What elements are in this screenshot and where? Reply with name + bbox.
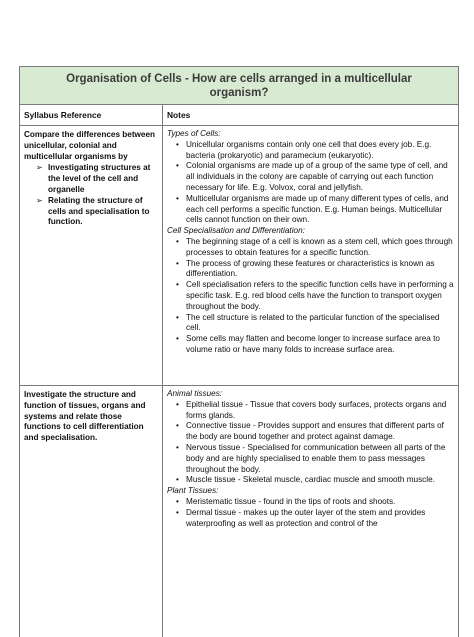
arrow-bullet-icon: ➢ xyxy=(36,163,43,173)
sub-item-text: Relating the structure of cells and specialisation to function. xyxy=(48,195,150,227)
column-header-syllabus: Syllabus Reference xyxy=(20,105,163,125)
section-heading: Plant Tissues: xyxy=(167,486,219,496)
table-row xyxy=(20,126,458,386)
sub-item-text: Investigating structures at the level of the cell and organelle xyxy=(48,163,151,194)
notes-cell xyxy=(163,126,458,385)
table-header-row xyxy=(20,105,458,126)
arrow-bullet-icon: ➢ xyxy=(36,195,43,205)
bullet-list xyxy=(167,140,454,226)
list-item: • Cell specialisation refers to the specific function cells have in performing a specific task. E.g. red blood cells have the function to transport oxygen throughout the body. xyxy=(176,280,454,312)
table-row xyxy=(20,386,458,637)
list-item: • Muscle tissue - Skeletal muscle, cardiac muscle and smooth muscle. xyxy=(176,475,454,486)
sub-item xyxy=(36,163,158,195)
list-item: • Colonial organisms are made up of a group of the same type of cell, and all individuals in the colony are capable of carrying out each function necessary for life. E.g. Volvox, coral and jellyfish. xyxy=(176,161,454,193)
notes-cell xyxy=(163,386,458,637)
list-item: • The process of growing these features or characteristics is known as differentiation. xyxy=(176,259,454,281)
bullet-list xyxy=(167,237,454,356)
list-item: • Unicellular organisms contain only one cell that does every job. E.g. bacteria (prokaryotic) and paramecium (eukaryotic). xyxy=(176,140,454,162)
bullet-list xyxy=(167,497,454,529)
syllabus-reference-text: Investigate the structure and function of tissues, organs and systems and relate those functions to cell differentiation and specialisation. xyxy=(24,390,146,443)
list-item: • Some cells may flatten and become longer to increase surface area to volume ratio or have many folds to increase surface area. xyxy=(176,334,454,356)
page-title: Organisation of Cells - How are cells arranged in a multicellular organism? xyxy=(20,67,458,105)
notes-table xyxy=(19,66,459,637)
list-item: • The cell structure is related to the particular function of the specialised cell. xyxy=(176,313,454,335)
sub-item-list xyxy=(24,163,158,228)
syllabus-reference-text: Compare the differences between unicellular, colonial and multicellular organisms by xyxy=(24,130,156,161)
section-heading: Animal tissues: xyxy=(167,389,223,398)
list-item: • The beginning stage of a cell is known as a stem cell, which goes through processes to obtain features for a specific function. xyxy=(176,237,454,259)
bullet-list xyxy=(167,400,454,486)
list-item: • Epithelial tissue - Tissue that covers body surfaces, protects organs and forms glands. xyxy=(176,400,454,422)
syllabus-reference-cell xyxy=(20,386,163,637)
syllabus-reference-cell xyxy=(20,126,163,385)
section-heading: Cell Specialisation and Differentiation: xyxy=(167,226,305,236)
list-item: • Dermal tissue - makes up the outer layer of the stem and provides waterproofing as well as protection and control of the xyxy=(176,508,454,530)
section-heading: Types of Cells: xyxy=(167,129,221,138)
list-item: • Nervous tissue - Specialised for communication between all parts of the body and are highly specialised to enable them to pass messages throughout the body. xyxy=(176,443,454,475)
column-header-notes: Notes xyxy=(167,110,191,120)
list-item: • Multicellular organisms are made up of many different types of cells, and each cell performs a specific function. E.g. Human beings. Multicellular cells cannot function on their own. xyxy=(176,194,454,226)
list-item: • Connective tissue - Provides support and ensures that different parts of the body are bound together and protect against damage. xyxy=(176,421,454,443)
list-item: • Meristematic tissue - found in the tips of roots and shoots. xyxy=(176,497,454,508)
sub-item xyxy=(36,196,158,228)
